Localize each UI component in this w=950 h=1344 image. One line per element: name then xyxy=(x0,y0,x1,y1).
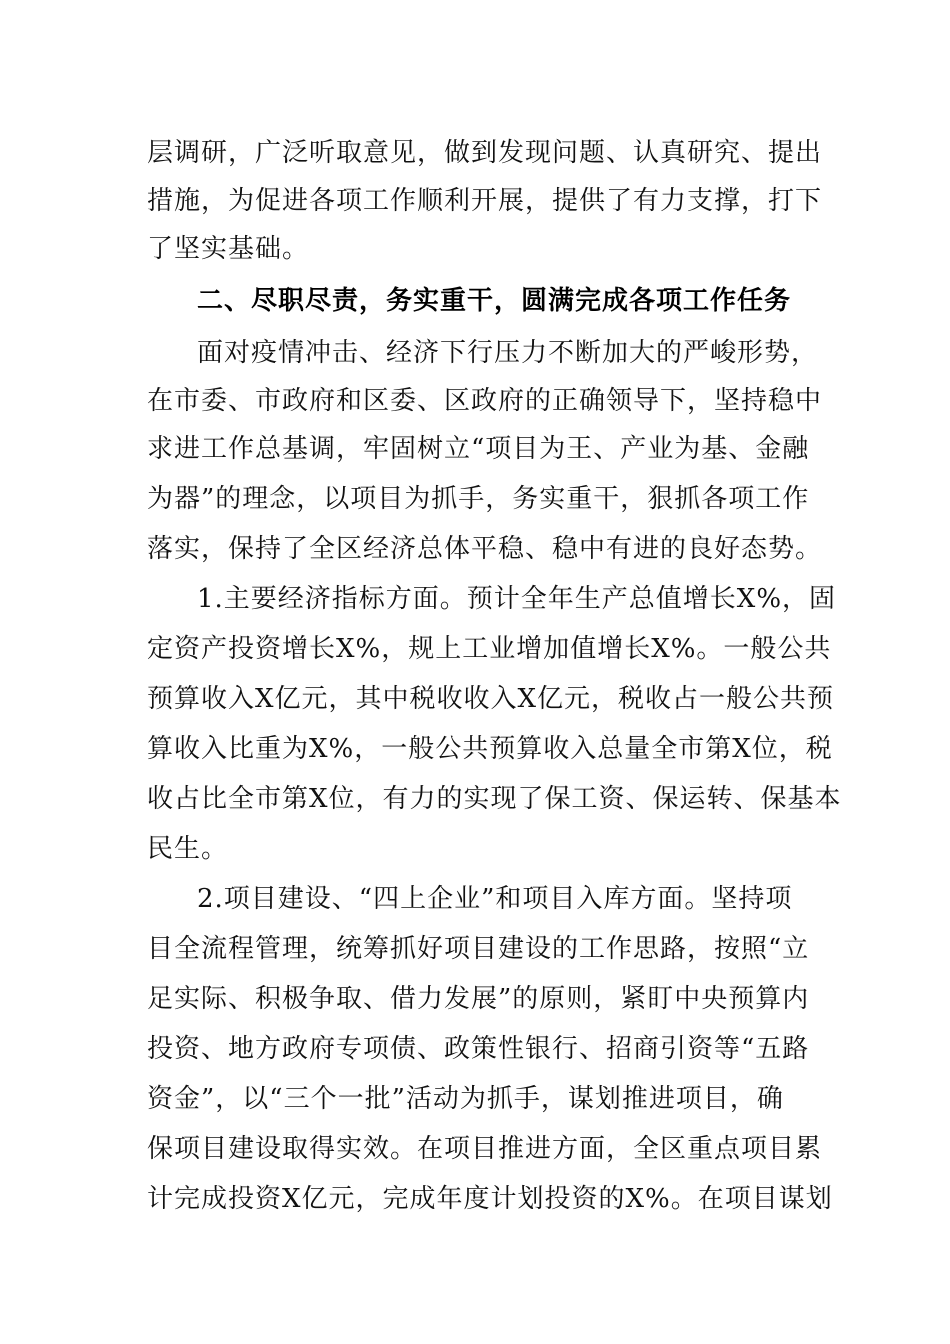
paragraph-line: 资金”，以“三个一批”活动为抓手，谋划推进项目，确 xyxy=(147,1084,784,1114)
paragraph-line: 算收入比重为X%，一般公共预算收入总量全市第X位，税 xyxy=(147,734,833,764)
paragraph-line: 求进工作总基调，牢固树立“项目为王、产业为基、金融 xyxy=(147,434,810,464)
paragraph-line: 计完成投资X亿元，完成年度计划投资的X%。在项目谋划 xyxy=(147,1184,833,1214)
section-heading: 二、尽职尽责，务实重干，圆满完成各项工作任务 xyxy=(197,286,792,316)
paragraph-line: 为器”的理念，以项目为抓手，务实重干，狠抓各项工作 xyxy=(147,484,810,514)
paragraph-line: 定资产投资增长X%，规上工业增加值增长X%。一般公共 xyxy=(147,634,832,664)
paragraph-line: 面对疫情冲击、经济下行压力不断加大的严峻形势， xyxy=(197,338,819,368)
paragraph-line: 目全流程管理，统筹抓好项目建设的工作思路，按照“立 xyxy=(147,934,810,964)
paragraph-line: 在市委、市政府和区委、区政府的正确领导下，坚持稳中 xyxy=(147,386,823,416)
paragraph-line: 收占比全市第X位，有力的实现了保工资、保运转、保基本 xyxy=(147,784,842,814)
paragraph-line: 层调研，广泛听取意见，做到发现问题、认真研究、提出 xyxy=(147,138,823,168)
paragraph-line: 了坚实基础。 xyxy=(147,234,310,264)
paragraph-line: 投资、地方政府专项债、政策性银行、招商引资等“五路 xyxy=(147,1034,810,1064)
paragraph-line: 预算收入X亿元，其中税收收入X亿元，税收占一般公共预 xyxy=(147,684,835,714)
paragraph-line: 措施，为促进各项工作顺利开展，提供了有力支撑，打下 xyxy=(147,186,823,216)
paragraph-line: 民生。 xyxy=(147,834,229,864)
paragraph-line: 足实际、积极争取、借力发展”的原则，紧盯中央预算内 xyxy=(147,984,810,1014)
paragraph-line: 1.主要经济指标方面。预计全年生产总值增长X%，固 xyxy=(197,584,837,614)
paragraph-line: 保项目建设取得实效。在项目推进方面，全区重点项目累 xyxy=(147,1134,823,1164)
paragraph-line: 落实，保持了全区经济总体平稳、稳中有进的良好态势。 xyxy=(147,534,823,564)
paragraph-line: 2.项目建设、“四上企业”和项目入库方面。坚持项 xyxy=(197,884,793,914)
